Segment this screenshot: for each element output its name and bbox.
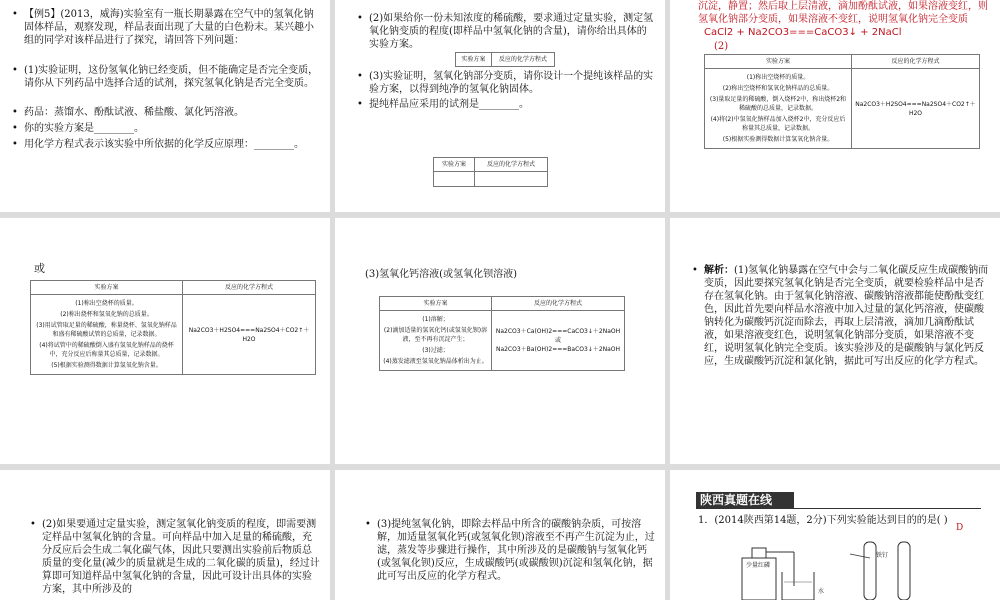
table-cell [434, 172, 475, 187]
reagent-list: • 药品：蒸馏水、酚酞试液、稀盐酸、氯化钙溶液。 [12, 107, 244, 118]
answer-equation: CaCl2 + Na2CO3===CaCO3↓ + 2NaCl [704, 27, 902, 38]
table-header: 反应的化学方程式 [183, 281, 316, 295]
equation-prompt: • 用化学方程式表示该实验中所依据的化学反应原理：________。 [12, 139, 304, 150]
table-header: 反应的化学方程式 [491, 53, 554, 67]
bullet-icon: • [12, 123, 18, 134]
banner-divider [696, 508, 981, 509]
slide-answer-1-2 [670, 0, 1000, 212]
step-item: (2)称出空烧杯和氢氧化钠样品的总质量。 [722, 85, 834, 92]
answer-table-2 [704, 54, 980, 149]
step-item: (4)将试管中的稀硫酸倒入盛有氢氧化钠样品的烧杯中，充分反应后称量其总质量，记录数据。 [39, 342, 174, 358]
step-item: (3)量取足量的稀硫酸，倒入烧杯2中，称出烧杯2和稀硫酸的总质量，记录数据。 [709, 96, 847, 112]
analysis-label: 解析： [704, 265, 734, 276]
equation-line: Na2CO3＋Ba(OH)2===BaCO3↓＋2NaOH [495, 346, 621, 353]
table-header: 反应的化学方程式 [492, 297, 625, 311]
section-banner: 陕西真题在线 [696, 492, 794, 509]
analysis-part-1: • 解析：(1)氢氧化钠暴露在空气中会与二氧化碳反应生成碳酸钠而变质，因此要探究氢氧化钠是否完全变质，就要检验样品中是否存在氢氧化钠。由于氢氧化钠溶液、碳酸钠溶液都能使酚酞变红色，因此首先要向样品水溶液中加入过量的氯化钙溶液，使碳酸钠转化为碳酸钙沉淀而除去，再取上层清液，滴加几滴酚酞试液，如果溶液变红色，说明氢氧化钠部分变质，如果溶液不变红，说明氢氧化钠完全变质。该实验涉及的是碳酸钠与氯化钙反应，生成碳酸钙沉淀和氯化钠，据此可写出反应的化学方程式。 [692, 265, 989, 367]
exam-question: 1．(2014陕西第14题，2分)下列实验能达到目的的是( ) [698, 515, 948, 526]
bullet-icon: • [692, 265, 698, 276]
answer-table-small [455, 52, 555, 67]
table-header: 实验方案 [705, 55, 852, 69]
table-cell [475, 172, 548, 187]
alternative-plan-table [30, 280, 316, 375]
slide-shaanxi-exam [670, 470, 1000, 600]
table-header: 反应的化学方程式 [852, 55, 980, 69]
slide-analysis-2 [0, 470, 330, 600]
bullet-icon: • [12, 9, 18, 20]
slide-answer-3 [335, 218, 665, 464]
label-red-phosphorus: 少量红磷 [746, 562, 771, 569]
purify-plan-table [379, 296, 625, 371]
bullet-icon: • [12, 139, 18, 150]
bullet-icon: • [357, 99, 363, 110]
bullet-icon: • [12, 107, 18, 118]
bullet-icon: • [357, 13, 363, 24]
table-header: 实验方案 [380, 297, 492, 311]
slide-alt-plan [0, 218, 330, 464]
table-header: 反应的化学方程式 [475, 158, 548, 172]
alternative-label: 或 [34, 262, 45, 275]
table-header: 实验方案 [31, 281, 183, 295]
step-item: (1)溶解； [422, 316, 449, 323]
answer-part-3: (3)氢氧化钙溶液(或氢氧化钡溶液) [365, 269, 517, 280]
table-cell-equation: Na2CO3＋H2SO4===Na2SO4＋CO2↑＋H2O [183, 295, 316, 375]
answer-prompt: • 你的实验方案是________。 [12, 123, 144, 134]
table-cell-steps [31, 295, 183, 375]
step-item: (4)将(2)中氢氧化钠样品加入烧杯2中，充分反应后称量其总质量，记录数据。 [710, 116, 846, 132]
table-header: 实验方案 [456, 53, 492, 67]
analysis-part-2: • (2)如果要通过定量实验，测定氢氧化钠变质的程度，即需要测定样品中氢氧化钠的含量。可向样品中加入足量的稀硫酸，充分反应后会生成二氧化碳气体，因此只要测出实验前后物质总质量的变化量(减少的质量就是生成的二氧化碳的质量)，经过计算即可知道样品中氢氧化钠的含量，因此可设计出具体的实验方案，其中所涉及的 [30, 519, 320, 595]
purify-reagent-prompt: • 提纯样品应采用的试剂是________。 [357, 99, 529, 110]
step-item: (2)滴加适量的氢氧化钙(或氢氧化钡)溶液，至不再有沉淀产生； [383, 327, 488, 343]
answer-part-2-label: (2) [714, 41, 729, 52]
table-header: 实验方案 [434, 158, 475, 172]
label-water: 水 [818, 588, 825, 595]
table-cell-equation [492, 311, 625, 371]
step-item: (3)过滤； [422, 347, 449, 354]
answer-mark: D [956, 523, 964, 533]
table-cell-equation: Na2CO3＋H2SO4===Na2SO4＋CO2↑＋H2O [852, 69, 980, 149]
table-cell-steps [380, 311, 492, 371]
bullet-icon: • [357, 71, 363, 82]
step-item: (1)称出空烧杯的质量。 [75, 300, 138, 307]
analysis-part-3: • (3)提纯氢氧化钠，即除去样品中所含的碳酸钠杂质，可按溶解，加适量氢氧化钙(或氢氧化钡)溶液至不再产生沉淀为止，过滤，蒸发等步骤进行操作，其中所涉及的是碳酸钠与氢氧化钙(或氢氧化钡)反应，生成碳酸钙(或碳酸钡)沉淀和氢氧化钠，据此可写出反应的化学方程式。 [365, 519, 655, 582]
question-part-3: • (3)实验证明，氢氧化钠部分变质，请你设计一个提纯该样品的实验方案，以得到纯净的氢氧化钠固体。 [357, 71, 654, 95]
slide-analysis-1 [670, 218, 1000, 464]
label-iron-nail: 铁钉 [876, 552, 889, 559]
bullet-icon: • [30, 519, 36, 530]
step-item: (4)蒸发滤液至氢氧化钠晶体析出为止。 [383, 358, 488, 365]
slide-example-5 [0, 0, 330, 212]
step-item: (1)称出空烧杯的质量。 [746, 74, 810, 81]
slide-question-2-3 [335, 0, 665, 212]
answer-table-blank [433, 157, 548, 187]
bullet-icon: • [12, 65, 18, 76]
step-item: (5)根据实验测得数据计算氢氧化钠含量。 [51, 362, 162, 369]
step-item: (5)根据实验测得数据计算氢氧化钠含量。 [722, 136, 834, 143]
equation-line: Na2CO3＋Ca(OH)2===CaCO3↓＋2NaOH或 [495, 328, 621, 344]
table-cell-steps [705, 69, 852, 149]
step-item: (2)称出烧杯和氢氧化钠的总质量。 [60, 311, 153, 318]
bullet-icon: • [365, 519, 371, 530]
answer-part-1: 沉淀，静置；然后取上层清液，滴加酚酞试液，如果溶液变红，则氢氧化钠部分变质，如果溶液不变红，说明氢氧化钠完全变质 CaCl2 + Na2CO3===CaCO3↓ + 2NaCl [698, 1, 988, 38]
question-intro: • 【例5】(2013，威海)实验室有一瓶长期暴露在空气中的氢氧化钠固体样品，观察发现，样品表面出现了大量的白色粉末。某兴趣小组的同学对该样品进行了探究，请回答下列问题： [12, 9, 314, 46]
slide-analysis-3 [335, 470, 665, 600]
step-item: (3)用试管取足量的稀硫酸，称量烧杯、氢氧化钠样品和盛有稀硫酸试管的总质量，记录数据。 [36, 322, 177, 338]
question-part-1: • (1)实验证明，这份氢氧化钠已经变质，但不能确定是否完全变质，请你从下列药品中选择合适的试剂，探究氢氧化钠是否完全变质。 [12, 65, 319, 89]
question-part-2: • (2)如果给你一份未知浓度的稀硫酸，要求通过定量实验，测定氢氧化钠变质的程度(即样品中氢氧化钠的含量)，请你给出具体的实验方案。 [357, 13, 654, 50]
